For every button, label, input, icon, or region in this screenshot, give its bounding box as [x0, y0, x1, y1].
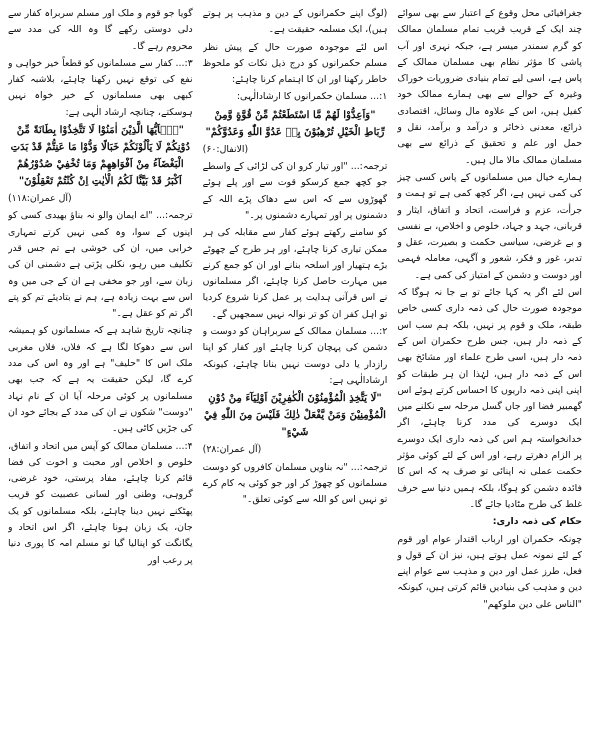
verse-reference: (آل عمران:۲۸) — [202, 444, 262, 456]
paragraph: (لوگ اپنے حکمرانوں کے دین و مذہب پر ہوتے ہیں)، ایک مسلمہ حقیقت ہے۔ — [202, 8, 388, 36]
paragraph: ۲:... مسلمان ممالک کے سربراہان کو دوست و دشمن کی پہچان کرنا چاہئے اور کفار کو اپنا رازدار یا دلی دوست نہیں بنانا چاہئے، کیونکہ ارشادالٰہی ہے: — [202, 326, 388, 386]
verse-reference: (الانفال:۶۰) — [202, 143, 249, 155]
paragraph: ترجمہ:... "اور تیار کرو ان کی لڑائی کے واسطے جو کچھ جمع کرسکو قوت سے اور پلے ہوئے گھوڑوں سے کہ اس سے دھاک پڑے اللہ کے دشمنوں پر اور تمہارے دشمنوں پر۔" — [202, 161, 388, 221]
paragraph: ۴:... مسلمان ممالک کو آپس میں اتحاد و اتفاق، خلوص و اخلاص اور محبت و اخوت کی فضا قائم کرنا چاہئے، مفاد پرستی، خود غرضی، گروہی، وطنی اور لسانی عصبیت کو قریب پھٹکنے نہیں دینا چاہئے، بلکہ مسلمانوں کو یک جان، یک زبان ہونا چاہئے، اگر اس اتحاد و یگانگت کو اپنالیا گیا تو مسلم امہ کا پوری دنیا پر رعب اور — [7, 440, 193, 566]
paragraph: ۳:... کفار سے مسلمانوں کو قطعاً خیر خواہی و نفع کی توقع نہیں رکھنا چاہئے، بلاشبہ کفار کبھی بھی مسلمانوں کے خیر خواہ نہیں ہوسکتے، چنانچہ ارشاد الٰہی ہے: — [7, 57, 193, 118]
paragraph: ہمارے خیال میں مسلمانوں کے پاس کسی چیز کی کمی نہیں ہے، اگر کچھ کمی ہے تو ہمت و جرأت، عزم و فراست، اتحاد و اتفاق، ایثار و قربانی، جہد و جہاد، خلوص و اخلاص، بے نفسی و بے غرضی، سیاسی حکمت و بصیرت، عقل و تدبر، غور و فکر، شعور و آگہی، معاملہ فہمی اور دوست و دشمن کے امتیاز کی کمی ہے۔ — [397, 171, 582, 281]
paragraph: اس لئے موجودہ صورت حال کے پیش نظر مسلم حکمرانوں کو درج ذیل نکات کو ملحوظ خاطر رکھنا اور ان کا اہتمام کرنا چاہئے: — [202, 41, 388, 86]
paragraph: ترجمہ:... "اے ایمان والو نہ بناؤ بھیدی کسی کو اپنوں کے سوا، وہ کمی نہیں کرتے تمہاری خرابی میں، ان کی خوشی ہے تم جس قدر تکلیف میں رہو، نکلی پڑتی ہے دشمنی ان کی زبان سے، اور جو مخفی ہے ان کے جی میں وہ اس سے بہت زیادہ ہے، ہم نے بتادیئے تم کو پتے اگر تم کو عقل ہے۔" — [7, 210, 193, 320]
quran-verse: "يٰۤاَيُّهَا الَّذِيْنَ اٰمَنُوْا لَا تَتَّخِذُوْا بِطَانَةً مِّنْ دُوْنِكُمْ لَا يَاْلُوْنَكُمْ خَبَالًا وَدُّوْا مَا عَنِتُّمْ قَدْ بَدَتِ الْبَغْضَآءُ مِنْ اَفْوَاهِهِمْ وَمَا تُخْفِيْ صُدُوْرُهُمْ اَكْبَرُ قَدْ بَيَّنَّا لَكُمُ الْاٰيٰتِ اِنْ كُنْتُمْ تَعْقِلُوْنَ" — [10, 124, 191, 188]
quran-verse: "وَاَعِدُّوْا لَهُمْ مَّا اسْتَطَعْتُمْ مِّنْ قُوَّةٍ وَّمِنْ رِّبَاطِ الْخَيْلِ تُرْهِبُوْنَ بِهٖ عَدُوَّ اللّٰهِ وَعَدُوَّكُمْ" — [205, 108, 385, 138]
paragraph: چنانچہ تاریخ شاہد ہے کہ مسلمانوں کو ہمیشہ اس سے دھوکا لگا ہے کہ فلاں، فلاں مغربی ملک اس کا "حلیف" ہے اور وہ اس کی مدد کرے گا، لیکن حقیقت یہ ہے کہ جب بھی مسلمانوں پر کوئی مرحلہ آیا ان کے نام نہاد "دوست" شکوں نے ان کی مدد کے بجائے خود ان کی جڑیں کاٹی ہیں۔ — [7, 325, 193, 435]
column-middle — [203, 6, 388, 750]
paragraph: اس لئے اگر یہ کہا جائے تو بے جا نہ ہوگا کہ موجودہ صورت حال کی ذمہ داری کسی خاص طبقہ، ملک و قوم پر نہیں، بلکہ ہم سب اس کے ذمہ دار ہیں، جس طرح حکمران اس کے ذمہ دار ہیں، اسی طرح علماء اور مشائخ بھی اس کے ذمہ دار ہیں، لہٰذا ان ہر طبقات کو اپنی اپنی ذمہ داریوں کا احساس کرتے ہوئے اس گھمبیر فضا اور جاں گسل مرحلہ سے نکلنے میں ایک دوسرے کی مدد کرنا چاہئے، اگر خدانخواستہ ہم اس کی ذمہ داری ایک دوسرے پر الزام دھرتے رہے، اور اس کے لئے کوئی مؤثر حکمت عملی نہ اپنائی تو صرف یہ کہ اس کا فائدہ دشمن کو ہوگا، بلکہ ہمیں دنیا سے حرف غلط کی طرح مٹادیا جائے گا۔ — [397, 287, 582, 510]
column-left — [8, 6, 193, 750]
paragraph: ۱:... مسلمان حکمرانوں کا ارشادالٰہی: — [236, 91, 388, 103]
paragraph: جغرافیائی محل وقوع کے اعتبار سے بھی سوائے چند ایک کے قریب قریب تمام مسلمان ممالک کو گرم سمندر میسر ہے، جبکہ نہری اور آب پاشی کا مؤثر نظام بھی مسلمان ممالک کے پاس ہے، اسی لیے تمام بنیادی ضروریات خوراک وغیرہ کے حوالے سے بھی ہمارے ممالک خود کفیل ہیں، اس کے علاوہ مال وسائل، اقتصادی ذرائع، معدنی ذخائر و درآمد و برآمد، نقل و حمل اور علم و تحقیق کے ذرائع سے بھی مسلمان ممالک مالا مال ہیں۔ — [397, 8, 582, 166]
section-heading: حکام کی ذمہ داری: — [492, 516, 582, 528]
paragraph: کو سامنے رکھتے ہوئے کفار سے مقابلہ کی ہر ممکن تیاری کرنا چاہئے، اور ہر طرح کے چھوٹے بڑے ہتھیار اور اسلحہ بنانے اور ان کو جمع کرنے میں مہارت حاصل کرنا چاہئے، اگر مسلمانوں نے اس قرآنی ہدایت پر عمل کرنا شروع کردیا تو اہل کفر ان کو تر نوالہ نہیں سمجھیں گے۔ — [202, 227, 388, 320]
quran-verse: "لَا يَتَّخِذِ الْمُؤْمِنُوْنَ الْكٰفِرِيْنَ اَوْلِيَآءَ مِنْ دُوْنِ الْمُؤْمِنِيْنَ وَمَنْ يَّفْعَلْ ذٰلِكَ فَلَيْسَ مِنَ اللّٰهِ فِيْ شَيْءٍ" — [204, 392, 386, 439]
paragraph: چونکہ حکمران اور ارباب اقتدار عوام اور قوم کے لئے نمونہ عمل ہوتے ہیں، نیز ان کے قول و فعل، طرز عمل اور دین و مذہب سے عوام اپنے دین و مذہب کی بنیادیں قائم کرتی ہیں، کیونکہ "الناس علی دین ملوکھم" — [397, 533, 582, 610]
paragraph: ترجمہ:... "نہ بناویں مسلمان کافروں کو دوست مسلمانوں کو چھوڑ کر اور جو کوئی یہ کام کرے تو نہیں اس کو اللہ سے کوئی تعلق۔" — [202, 461, 388, 506]
paragraph: گویا جو قوم و ملک اور مسلم سربراہ کفار سے دلی دوستی رکھے گا وہ اللہ کی مدد سے محروم رہے گا۔ — [7, 8, 193, 52]
column-right — [397, 6, 582, 750]
verse-reference: (آل عمران:۱۱۸) — [7, 193, 72, 205]
